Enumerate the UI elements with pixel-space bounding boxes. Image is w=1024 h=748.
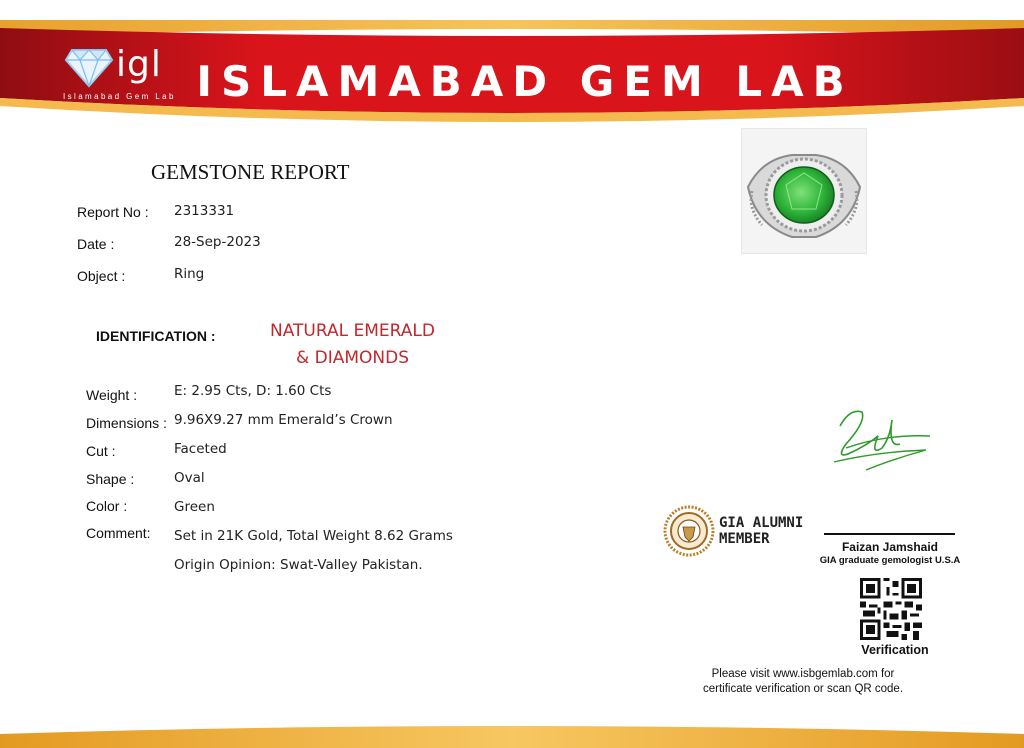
shape-label: Shape :	[86, 471, 135, 487]
logo-text: igl	[116, 44, 162, 85]
dimensions-label: Dimensions :	[86, 415, 167, 431]
footer-band	[0, 712, 1024, 748]
comment-line-2: Origin Opinion: Swat-Valley Pakistan.	[174, 557, 423, 573]
color-label: Color :	[86, 498, 128, 514]
gia-line-2: MEMBER	[719, 531, 770, 547]
object-value: Ring	[174, 266, 205, 282]
cut-value: Faceted	[174, 441, 227, 457]
comment-line-1: Set in 21K Gold, Total Weight 8.62 Grams	[174, 528, 453, 544]
verification-label: Verification	[861, 643, 929, 657]
identification-line-2: & DIAMONDS	[295, 348, 410, 368]
report-no-label: Report No :	[77, 204, 149, 220]
shape-value: Oval	[174, 470, 205, 486]
report-title: GEMSTONE REPORT	[151, 160, 350, 184]
object-label: Object :	[77, 268, 126, 284]
identification-line-1: NATURAL EMERALD	[270, 321, 435, 341]
notice-line-1: Please visit www.isbgemlab.com for	[711, 668, 895, 680]
report-no-value: 2313331	[174, 203, 235, 219]
logo-tagline: Islamabad Gem Lab	[63, 92, 176, 101]
signature-mark	[826, 400, 936, 475]
diamond-logo-icon	[64, 44, 114, 88]
comment-label: Comment:	[86, 525, 151, 541]
banner-title: ISLAMABAD GEM LAB	[196, 57, 854, 106]
weight-value: E: 2.95 Cts, D: 1.60 Cts	[174, 383, 332, 399]
gia-line-1: GIA ALUMNI	[719, 515, 804, 531]
dimensions-value: 9.96X9.27 mm Emerald’s Crown	[174, 412, 393, 428]
cut-label: Cut :	[86, 443, 116, 459]
gia-member-text	[719, 515, 803, 547]
identification-value	[250, 318, 455, 372]
notice-line-2: certificate verification or scan QR code.	[702, 683, 904, 695]
color-value: Green	[174, 499, 215, 515]
gemstone-photo	[741, 128, 867, 254]
gia-seal-icon	[663, 505, 715, 557]
date-label: Date :	[77, 236, 115, 252]
verification-notice	[678, 667, 928, 697]
qr-code-icon[interactable]	[860, 578, 922, 640]
identification-label: IDENTIFICATION :	[96, 328, 216, 344]
weight-label: Weight :	[86, 387, 138, 403]
signer-title: GIA graduate gemologist U.S.A	[819, 555, 961, 566]
date-value: 28-Sep-2023	[174, 234, 261, 250]
signature-line	[824, 533, 955, 535]
signer-name: Faizan Jamshaid	[841, 540, 939, 554]
